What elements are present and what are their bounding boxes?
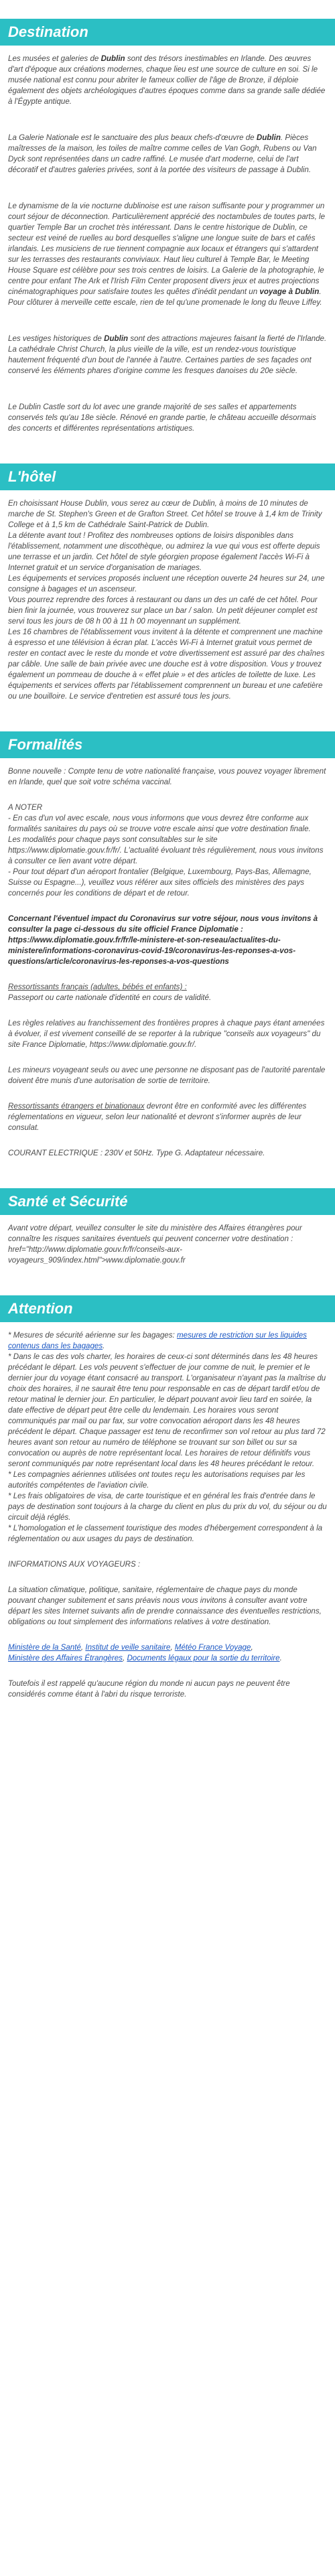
separator: , (122, 1654, 127, 1662)
note-title: A NOTER (8, 803, 43, 812)
separator: , (80, 1643, 86, 1652)
spacer (8, 323, 327, 334)
destination-section (0, 19, 335, 434)
spacer (8, 391, 327, 402)
attention-line: * L'homologation et le classement touristique des modes d'hébergement correspondent à la réglementation ou aux usages du pays de destination. (8, 1524, 323, 1543)
text-bold: Dublin (104, 334, 129, 343)
hotel-line: Vous pourrez reprendre des forces à restaurant ou dans un des un café de cet hôtel. Pour bien finir la journée, vous trouverez sur place un bar / salon. Un petit déjeuner complet est servi tous les jours de 08 h 00 à 11 h 00 moyennant un supplément. (8, 595, 318, 626)
foreign-paragraph (8, 1101, 327, 1133)
foreign-link[interactable]: Ressortissants étrangers et binationaux (8, 1102, 145, 1111)
minors-text: Les mineurs voyageant seuls ou avec une personne ne disposant pas de l'autorité parentale doivent être munis d'une autorisation de sortie de territoire. (8, 1066, 326, 1085)
hotel-line: En choisissant House Dublin, vous serez au cœur de Dublin, à moins de 10 minutes de marche de St. Stephen's Green et de Grafton Street. Cet hôtel se trouve à 1,4 km de Trinity College et à 1,5 km de Cathédrale Saint-Patrick de Dublin. (8, 499, 322, 529)
destination-header: Destination (0, 19, 335, 46)
attention-line-1 (8, 1330, 327, 1352)
foreign-text: devront être en conformité avec les différentes réglementations en vigueur, selon leur nationalité et devront s'informer auprès de leur consulat. (8, 1102, 307, 1132)
attention-line: * Les compagnies aériennes utilisées ont toutes reçu les autorisations requises par les autorités compétentes de l'aviation civile. (8, 1470, 306, 1490)
sante-body (0, 1223, 335, 1266)
link-affaires-etrangeres[interactable]: Ministère des Affaires Étrangères (8, 1654, 123, 1662)
attention-line: * Les frais obligatoires de visa, de carte touristique et en général les frais d'entrée dans le pays de destination sont toujours à la charge du client en plus du prix du vol, du séjour ou du circuit déjà réglés. (8, 1492, 327, 1522)
separator: . (279, 1654, 282, 1662)
attention-line: * Dans le cas des vols charter, les horaires de ceux-ci sont déterminés dans les 48 heures précédant le départ. Les vols peuvent s'effectuer de jour comme de nuit, le premier et le dernier jour du voyage étant consacré au transport. L'organisateur n'ayant pas la maîtrise du choix des horaires, il ne saurait être tenu pour responsable en cas de départ tardif et/ou de retour matinal le dernier jour. En particulier, le départ pouvant avoir lieu tard en soirée, la date effective de départ peut être celle du lendemain. Les horaires vous seront communiqués par mail ou par fax, sur votre convocation aéroport dans les 48 heures précédent le départ. Chaque passager est tenu de reconfirmer son vol retour au plus tard 72 heures avant son retour au numéro de téléphone se trouvant sur son billet ou sur sa convocation ou auprès de notre représentant local. Les horaires de retour définitifs vous seront communiqués par notre représentant local dans les 48 heures précédant le retour. (8, 1352, 326, 1468)
text-bold: voyage à Dublin (259, 287, 320, 296)
text: . Pour clôturer à merveille cette escale, rien de tel qu'une promenade le long du fleuve Liffey. (8, 287, 322, 307)
destination-paragraph-4 (8, 334, 327, 376)
hotel-body (0, 498, 335, 702)
text: Les vestiges historiques de (8, 334, 105, 343)
sante-section (0, 1188, 335, 1266)
formalites-body (0, 766, 335, 1159)
hotel-header: L'hôtel (0, 463, 335, 490)
note-line: Les modalités pour chaque pays sont consultables sur le site https://www.diplomatie.gouv.fr/fr/. L'actualité évoluant très régulièrement, nous vous invitons à consulter ce lien avant votre départ. (8, 835, 324, 865)
separator: , (170, 1643, 175, 1652)
info-text: La situation climatique, politique, sanitaire, réglementaire de chaque pays du monde pouvant changer subitement et sans préavis nous vous invitons à consulter avant votre départ les sites Internet suivants afin de prendre connaissance des éventuelles restrictions, obligations ou tout simplement des informations relatives à votre destination. (8, 1585, 322, 1626)
separator: , (251, 1643, 253, 1652)
spacer (8, 190, 327, 201)
sante-header: Santé et Sécurité (0, 1188, 335, 1215)
text: sont des trésors inestimables en Irlande. Des œuvres d'art d'époque aux créations modernes, chaque lieu est une source de culture en soi. Si le musée national est connu pour abriter le fameux collier de l'âge de Bronze, il déploie également des objets archéologiques d'autres époques comme dans sa grande salle dédiée à l'Égypte antique. (8, 54, 326, 106)
residents-fr-link[interactable]: Ressortissants français (adultes, bébés et enfants) : (8, 983, 187, 991)
text: Les musées et galeries de (8, 54, 101, 63)
text: . (103, 1342, 105, 1350)
hotel-line: La détente avant tout ! Profitez des nombreuses options de loisirs disponibles dans l'établissement, notamment une discothèque, ou admirez la vue qui vous est offerte depuis une terrasse et un jardin. Cet hôtel de style géorgien propose également l'accès Wi-Fi à Internet gratuit et un service d'organisation de mariages. (8, 531, 320, 572)
text: Le dynamisme de la vie nocturne dublinoise est une raison suffisante pour y programmer un court séjour de déconnection. Particulièrement apprécié des noctambules de toutes parts, le quartier Temple Bar un crochet très intéressant. Dans le centre historique de Dublin, ce secteur est veiné de ruelles au bord desquelles s'aligne une longue suite de bars et cafés irlandais. Les musiciens de rue tiennent compagnie aux locaux et étrangers qui s'attardent sur les terrasses des restaurants conviviaux. Haut lieu culturel à Temple Bar, le Meeting House Square est célèbre pour ses trois centres de loisirs. La Galerie de la photographie, le centre pour enfant The Ark et l'Irish Film Center proposent divers jeux et autres projections cinématographiques pour satisfaire toutes les quêtes d'inédit pendant un (8, 202, 326, 296)
formalites-header: Formalités (0, 731, 335, 758)
attention-body (0, 1330, 335, 1700)
attention-section (0, 1295, 335, 1700)
note-line: - Pour tout départ d'un aéroport frontalier (Belgique, Luxembourg, Pays-Bas, Allemagne, Suisse ou Espagne...), veuillez vous référer aux sites officiels des ministères des pays concernés pour les conditions de départ et de retour. (8, 867, 312, 898)
sante-text: Avant votre départ, veuillez consulter le site du ministère des Affaires étrangères pour connaître les risques sanitaires éventuels qui peuvent concerner votre destination : href="http://www.diplomatie.gouv.fr/fr/conseils-aux-voyageurs_909/index.html">www.diplomatie.gouv.fr (8, 1224, 302, 1265)
text: * Mesures de sécurité aérienne sur les bagages: (8, 1331, 177, 1340)
destination-paragraph-2 (8, 133, 327, 175)
official-links (8, 1642, 327, 1664)
formalites-intro: Bonne nouvelle : Compte tenu de votre nationalité française, vous pouvez voyager librement en Irlande, quel que soit votre schéma vaccinal. (8, 767, 326, 786)
electric-text: COURANT ELECTRIQUE : 230V et 50Hz. Type G. Adaptateur nécessaire. (8, 1149, 265, 1157)
liquids-restriction-link[interactable]: mesures de restriction sur les liquides contenus dans les bagages (8, 1331, 307, 1350)
link-documents-legaux[interactable]: Documents légaux pour la sortie du territoire (127, 1654, 280, 1662)
final-text: Toutefois il est rappelé qu'aucune région du monde ni aucun pays ne peuvent être considérés comme étant à l'abri du risque terroriste. (8, 1679, 290, 1699)
destination-paragraph-1 (8, 54, 327, 107)
note-line: - En cas d'un vol avec escale, nous vous informons que vous devrez être conforme aux formalités sanitaires du pays où se trouve votre escale ainsi que votre destination finale. (8, 814, 311, 833)
spacer (8, 122, 327, 133)
hotel-section (0, 463, 335, 702)
text: sont des attractions majeures faisant la fierté de l'Irlande. La cathédrale Christ Church, la plus vieille de la ville, est un rendez-vous touristique hautement fréquenté d'un bout de l'année à l'autre. Certaines parties de ses façades ont conservé les éléments phares d'origine comme les fresques danoises du 20e siècle. (8, 334, 327, 375)
text: La Galerie Nationale est le sanctuaire des plus beaux chefs-d'œuvre de (8, 133, 257, 142)
text: . Pièces maîtresses de la maison, les toiles de maître comme celles de Van Gogh, Rubens ou Van Dyck sont représentées dans un cadre raffiné. Le musée d'art moderne, celui de l'art décoratif et d'autres galeries privées, sont à la portée des visiteurs de passage à Dublin. (8, 133, 317, 174)
hotel-line: Les 16 chambres de l'établissement vous invitent à la détente et comprennent une machine à espresso et une télévision à écran plat. L'accès Wi-Fi à Internet gratuit vous permet de rester en contact avec le reste du monde et votre divertissement est assuré par des chaînes par câble. Une salle de bain privée avec une douche est à votre disposition. Vous y trouvez également un pommeau de douche à « effet pluie » et des articles de toilette de luxe. Les équipements et services offerts par l'établissement comprennent un bureau et une cafetière ou une bouilloire. Le service d'entretien est assuré tous les jours. (8, 628, 325, 701)
attention-header: Attention (0, 1295, 335, 1322)
covid-notice: Concernant l'éventuel impact du Coronavirus sur votre séjour, nous vous invitons à consulter la page ci-dessous du site officiel France Diplomatie : https://www.diplomatie.gouv.fr/fr/le-ministere-et-son-reseau/actualites-du-ministere/informations-coronavirus-covid-19/coronavirus-les-reponses-a-vos-questions/article/coronavirus-les-reponses-a-vos-questions (8, 914, 318, 966)
link-ministere-sante[interactable]: Ministère de la Santé (8, 1643, 81, 1652)
text-bold: Dublin (100, 54, 125, 63)
info-title: INFORMATIONS AUX VOYAGEURS : (8, 1560, 141, 1569)
text-bold: Dublin (256, 133, 281, 142)
hotel-line: Les équipements et services proposés incluent une réception ouverte 24 heures sur 24, une consigne à bagages et un ascenseur. (8, 574, 325, 593)
destination-body (0, 54, 335, 434)
link-meteo-france[interactable]: Météo France Voyage (174, 1643, 251, 1652)
destination-paragraph-5: Le Dublin Castle sort du lot avec une grande majorité de ses salles et appartements conservés tels qu'au 18e siècle. Rénové en grande partie, le château accueille désormais des concerts et différentes représentations artistiques. (8, 403, 316, 433)
link-veille-sanitaire[interactable]: Institut de veille sanitaire (85, 1643, 171, 1652)
formalites-section (0, 731, 335, 1159)
residents-fr-text: Passeport ou carte nationale d'identité en cours de validité. (8, 993, 212, 1002)
destination-paragraph-3 (8, 201, 327, 308)
rules-text: Les règles relatives au franchissement des frontières propres à chaque pays étant amenées à évoluer, il est vivement conseillé de se reporter à la rubrique "conseils aux voyageurs" du site France Diplomatie, https://www.diplomatie.gouv.fr/. (8, 1019, 325, 1049)
